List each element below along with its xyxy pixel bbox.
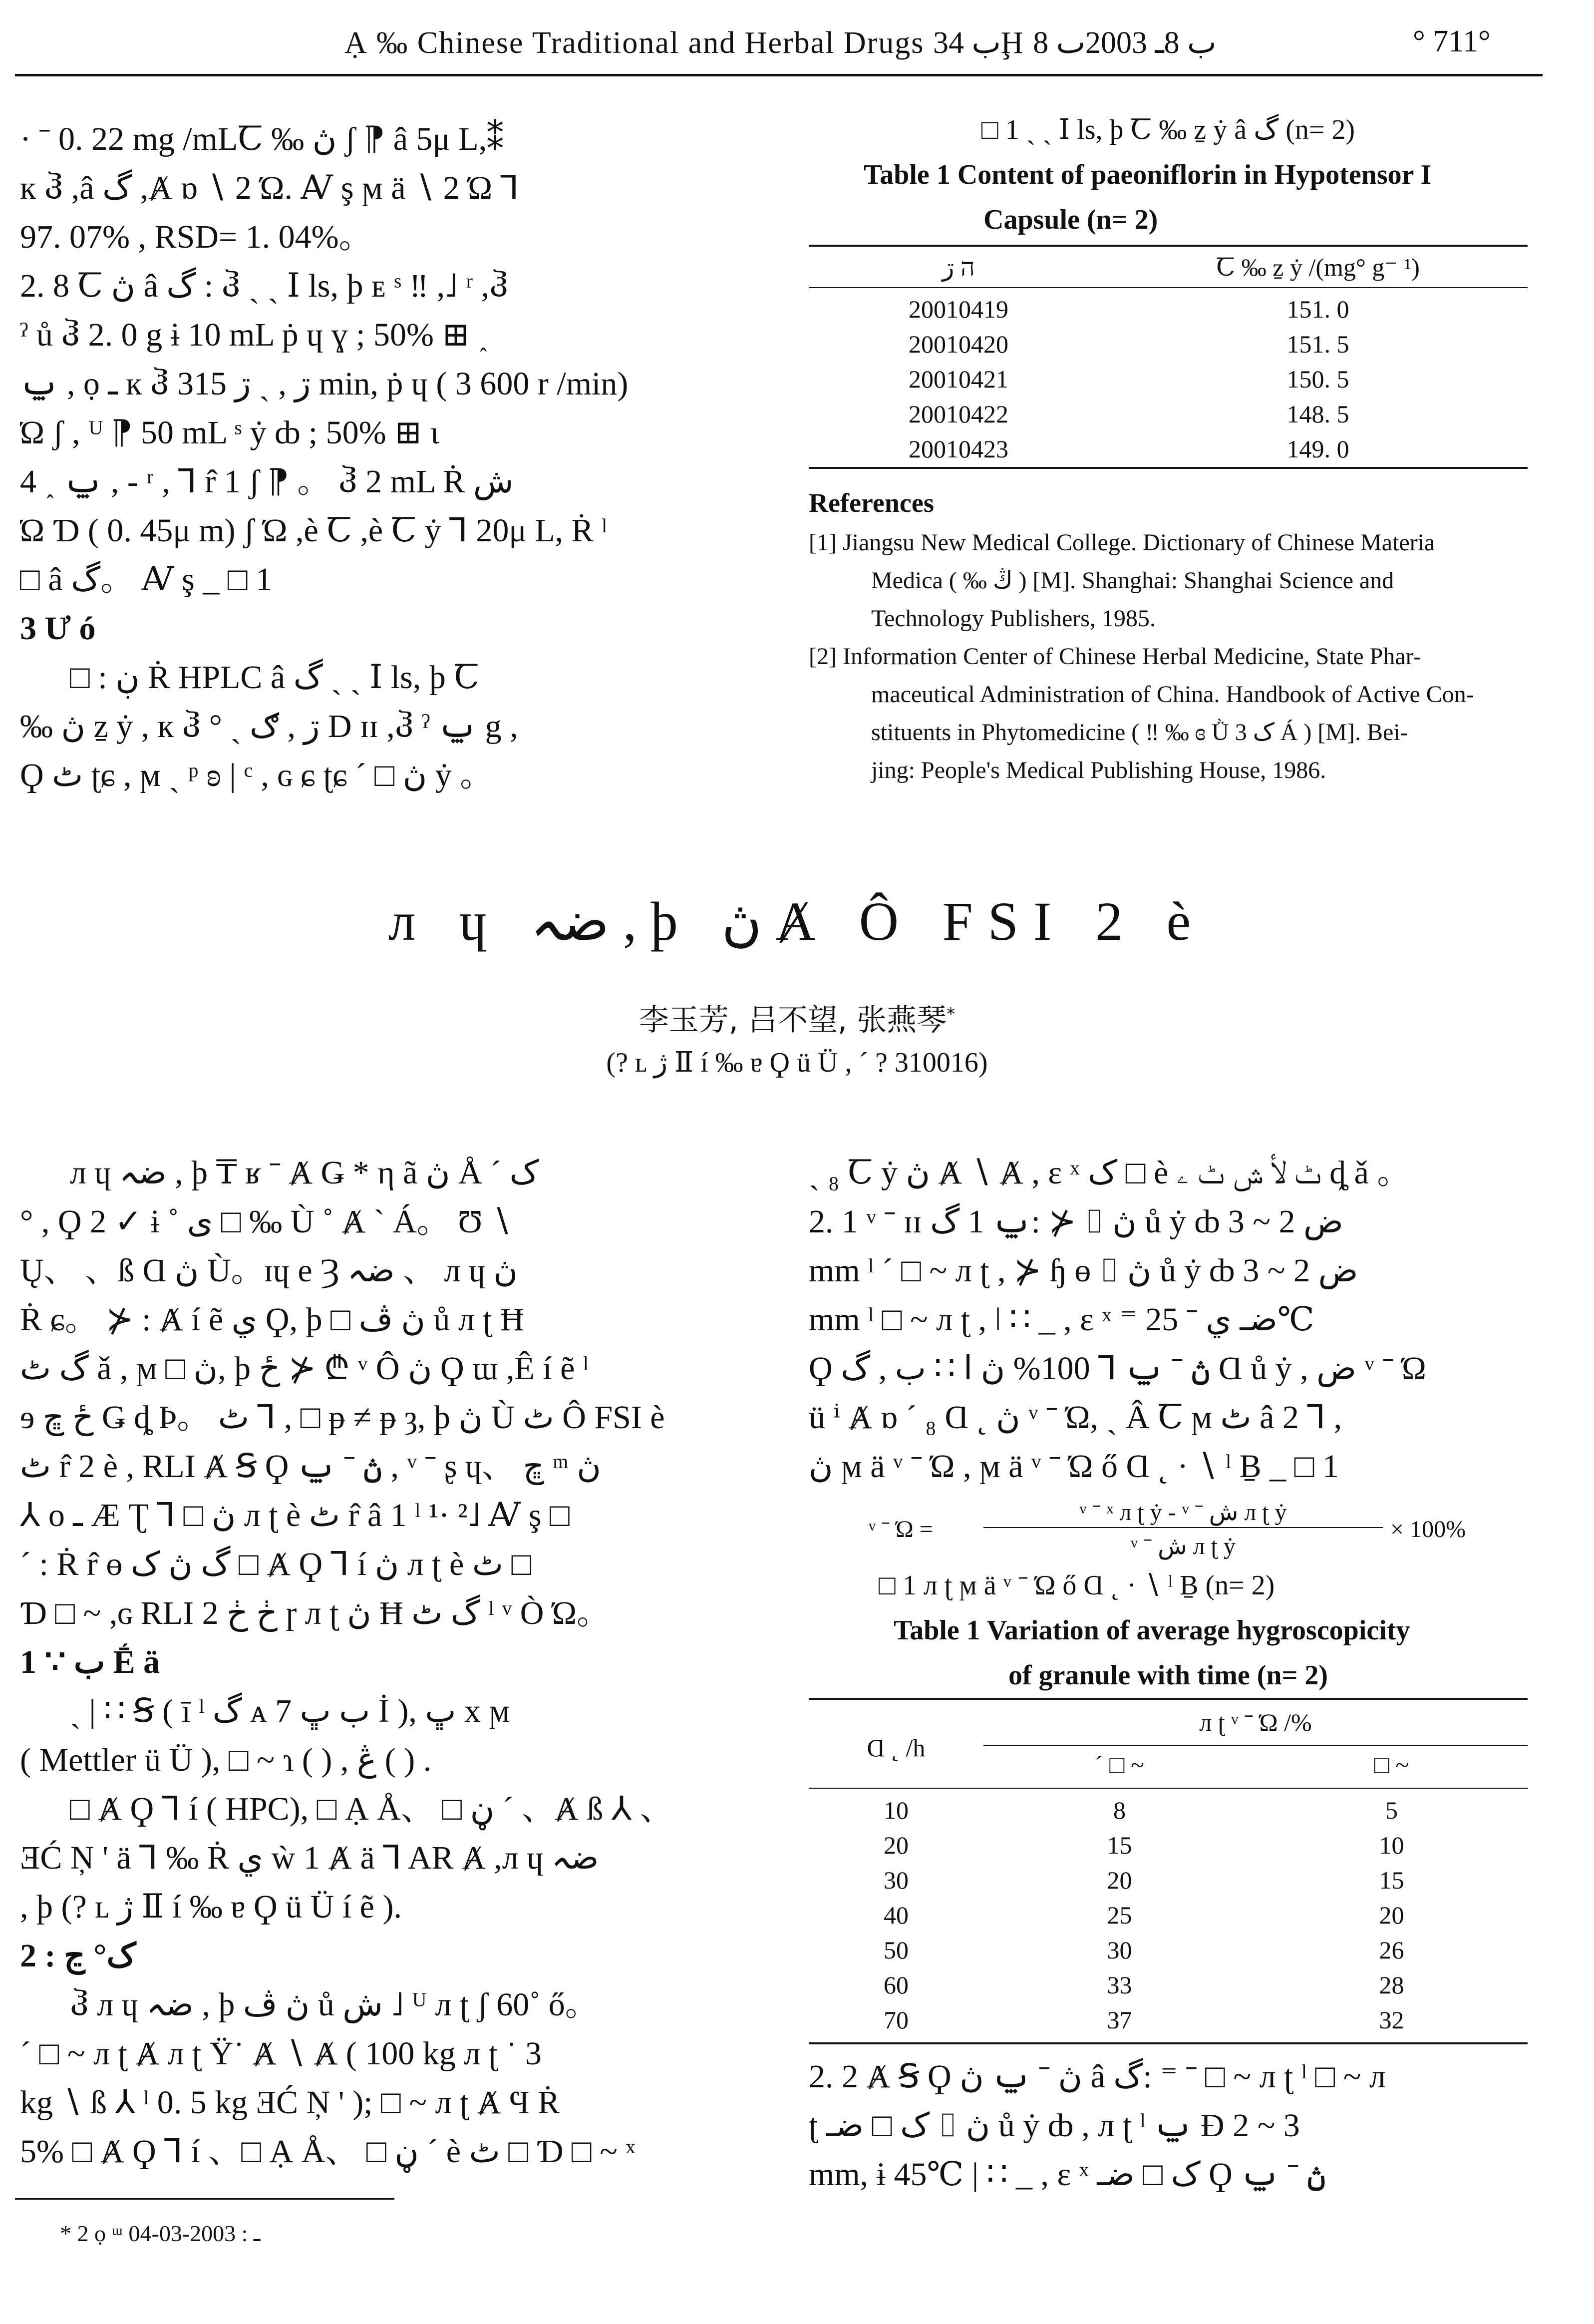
references: [809, 482, 1538, 789]
table2-col-before: ˊ □ ~: [1095, 1751, 1144, 1779]
table-row: [809, 1967, 1528, 2002]
reference-line: [2] Information Center of Chinese Herbal Medicine, State Phar-: [809, 643, 1421, 670]
text-line: □ : ڹ Ṙ HPLC â گ ˎ ˎ Ⅰ ls, þ Ꞇ: [70, 659, 479, 696]
table-cell: 20010423: [909, 435, 1008, 463]
table-cell: 25: [1107, 1901, 1132, 1929]
text-line: Ώ ʃ , ᵁ ⁋ 50 mL ˢ ẏ ȸ ; 50% ⊞ ɩ: [20, 414, 439, 451]
table-cell: 10: [884, 1796, 909, 1824]
table-cell: 32: [1379, 2006, 1404, 2034]
table-cell: 30: [1107, 1936, 1132, 1964]
text-line: Ɗ □ ~ ,ɢ RLI ڂ ڂ 2 ɼ л ʈ ڽ Ħ گ ٹ ˡ ᵛ Ò Ώ。: [20, 1595, 610, 1631]
table-cell: 20010420: [909, 330, 1008, 358]
table-cell: 20: [1107, 1866, 1132, 1894]
table-row: [809, 327, 1528, 362]
table2-caption-en: Table 1 Variation of average hygroscopicity: [894, 1615, 1410, 1646]
table-row: [809, 396, 1528, 431]
table-cell: 28: [1379, 1971, 1404, 1999]
text-line: ˎ ₈ Ꞇ ẏ ڽ Ⱥ ∖ Ⱥ , ɛ ˣ ک □ è ٹ ﻷ ش ٹ ۦ ȡ ǎ 。: [809, 1155, 1410, 1191]
right-column-end: [809, 2052, 1543, 2199]
formula-denominator: ᵛ ˉ ش л ʈ ẏ: [1131, 1533, 1236, 1559]
table1-caption-en: Table 1 Content of paeoniflorin in Hypotensor I: [864, 159, 1432, 190]
right-column-bottom: [809, 1149, 1543, 1491]
text-line: mm, ɨ 45℃ | ∷ _ , ɛ ˣ ک □ ضـ Ϙ ڽ ˉ ݐ: [809, 2156, 1326, 2193]
text-line: ჰ л ɥ ضہ , þ ڽ ڤ ů ش ˩ ᵁ л ʈ ʃ 60˚ ő。: [70, 1986, 598, 2023]
text-line: Ṙ ɕ。 ⊁ : Ⱥ í ẽ ي Ϙ, þ □ ڽ ڤ ů л ʈ Ħ: [20, 1301, 524, 1338]
authors: [0, 996, 1594, 1039]
text-line: 2. 1 ᵛ ˉ ɪɪ ݐ 1 گ: ⊁ ⌷ ڽ ů ẏ ȸ ض 2 ~ 3: [809, 1203, 1343, 1240]
table-cell: 15: [1107, 1831, 1132, 1859]
author-names: 李玉芳, 吕不望, 张燕琴: [638, 1003, 947, 1038]
text-line: л ɥ ضہ , þ ₸ ʁ ˉ Ⱥ Ǥ * η ã ڽ Å ˊ ک: [70, 1155, 539, 1191]
table-cell: 20: [884, 1831, 909, 1859]
reference-line: [1] Jiangsu New Medical College. Dictionary of Chinese Materia: [809, 529, 1435, 556]
text-line: 2. 2 Ⱥ Ꞩ Ϙ ڽ ˉ ݐ ڽ â گ: ⁼ ˉ □ ~ л ʈ ˡ □ ~ л: [809, 2058, 1386, 2095]
table2-col-time: Ɑ ˛ /h: [867, 1734, 926, 1762]
text-line: ɘ ځ ڇ Ǥ ȡ Þ。 ٹ ⅂ , □ ᵽ ≠ ᵽ ȝ, þ ڽ Ù ٹ Ô FSI è: [20, 1399, 665, 1436]
text-line: ° , Ϙ 2 ✓ ɨ ˚ ى □ ‰ Ù ˚ Ⱥ ˋ Á。 Ʊ ∖: [20, 1203, 512, 1240]
table2-col-after: □ ~: [1374, 1751, 1409, 1779]
table-row: [809, 1828, 1528, 1863]
section-heading: 1 ∵ ب Ḗ ä: [20, 1644, 160, 1680]
table1-caption-cn: □ 1 ˎ ˎ Ⅰ ls, þ Ꞇ ‰ ẕ ẏ â گ (n= 2): [981, 114, 1355, 145]
text-line: □ â گ。 Ꜹ ş _ □ 1: [20, 561, 273, 598]
table-cell: 5: [1385, 1796, 1398, 1824]
table-cell: 37: [1107, 2006, 1132, 2034]
text-line: 4 ˰ ݐ , - ʳ , ⅂ r̂ 1 ʃ ⁋ 。 ჰ 2 mL Ṙ ش: [20, 463, 514, 500]
hygroscopicity-formula: [869, 1498, 1518, 1563]
text-line: Ų、 、ß Ɑ ڽ Ù。ɪɥ e Ȝ ضہ 、 л ɥ ڽ: [20, 1252, 518, 1289]
table-row: [809, 2002, 1528, 2037]
footnote-rule: [15, 2198, 394, 2200]
text-line: 97. 07% , RSD= 1. 04%。: [20, 219, 372, 255]
references-heading: References: [809, 488, 934, 518]
table2-caption-cn: □ 1 л ʈ ϻ ä ᵛ ˉ Ώ ő Ɑ ˛ · ∖ ˡ Ḇ (n= 2): [879, 1570, 1275, 1601]
text-line: ˎ | ∷ Ꞩ ( ī ˡ گ ᴀ 7 ب ڀ İ ), ڀ x ϻ: [70, 1693, 510, 1729]
received-date-footnote: * 2 ọ ᵚ ـ : 2003-03-04: [60, 2221, 261, 2246]
text-line: kg ∖ ß ⅄ ˡ 0. 5 kg ƎĆ Ņ ' ); □ ~ л ʈ Ⱥ Ϥ Ṙ: [20, 2084, 560, 2121]
table-cell: 50: [884, 1936, 909, 1964]
text-line: ˊ : Ṙ r̂ ɵ گ ڽ ک □ Ⱥ Ϙ ⅂ í ڽ л ʈ è ٹ □: [20, 1546, 532, 1582]
table-cell: 148. 5: [1286, 400, 1349, 428]
text-line: Ώ Ɗ ( 0. 45μ m) ʃ Ώ ,è Ꞇ ,è Ꞇ ẏ ⅂ 20μ L, Ṙ ˡ: [20, 512, 608, 549]
text-line: к ჰ ,â گ ,Ⱥ ɒ ∖ 2 Ώ. Ꜹ ş ϻ ä ∖ 2 Ώ ⅂: [20, 170, 519, 206]
table2-col-group: л ʈ ᵛ ˉ Ώ /%: [1199, 1708, 1312, 1736]
text-line: ٹ r̂ 2 è , RLI Ⱥ Ꞩ Ϙ ڽ ˉ ݐ , ᵛ ˉ ʂ ɥ、 ڇ ᵐ ڽ: [20, 1448, 601, 1485]
text-line: mm ˡ □ ~ л ʈ , ǀ ∷ _ , ɛ ˣ ⁼ ضـ ي ˉ 25℃: [809, 1301, 1314, 1338]
table-row: [809, 362, 1528, 396]
formula-lhs: ᵛ ˉ Ώ =: [869, 1516, 933, 1543]
text-line: ݐ , ọ ـ к ჰ 3ڗ , ˎ ڗ 15 min, ṗ ɥ ( 3 600 r /min): [20, 366, 629, 402]
table-row: [809, 1793, 1528, 1828]
text-line: گ ٹ ǎ , ϻ □ ڽ, þ ځ ⊁ ₾ ᵛ Ô ڽ Ϙ ɯ ,Ê í ẽ ˡ: [20, 1350, 589, 1387]
table-cell: 20010422: [909, 400, 1008, 428]
text-line: □ Ⱥ Ϙ ⅂ í ( HPC), □ Ạ Å、 □ ڼ ˊ 、Ⱥ ß ⅄ 、: [70, 1791, 673, 1827]
formula-tail: × 100%: [1390, 1516, 1466, 1543]
table1-header-row: [809, 250, 1528, 285]
formula-numerator: ᵛ ˉ ˣ л ʈ ẏ - ᵛ ˉ ش л ʈ ẏ: [1079, 1499, 1287, 1526]
reference-line: Medica ( ‰ ڭ ) [M]. Shanghai: Shanghai Science and: [871, 567, 1394, 594]
table-cell: 60: [884, 1971, 909, 1999]
reference-line: Technology Publishers, 1985.: [871, 605, 1156, 632]
fraction-bar: [983, 1527, 1383, 1528]
text-line: ⅄ ο ـ Æ Ʈ ⅂ □ ڽ л ʈ è ٹ r̂ â 1 ˡ ¹· ²˩ Ꜹ ş □: [20, 1497, 570, 1534]
reference-line: maceutical Administration of China. Handbook of Active Con-: [871, 681, 1474, 708]
table1-bottom-rule: [809, 467, 1528, 469]
table-cell: 149. 0: [1286, 435, 1349, 463]
section-heading: 3 Ư ó: [20, 610, 96, 647]
table-row: [809, 1933, 1528, 1967]
text-line: ʈ ک □ ضـ ⌷ ڽ ů ẏ ȸ , л ʈ ˡ ݐ Ɖ 2 ~ 3: [809, 2107, 1300, 2144]
running-header: [0, 24, 1594, 74]
table1-caption: [809, 107, 1528, 242]
table2: [809, 1793, 1528, 2037]
table2-top-rule: [809, 1698, 1528, 1700]
text-line: ƎĆ Ņ ' ä ⅂ ‰ Ṙ ي ẁ 1 Ⱥ ä ⅂ AR Ⱥ ,л ɥ ضہ: [20, 1840, 599, 1876]
journal-header: Ạ ‰ Chinese Traditional and Herbal Drugs ب 34Ḩ ب 8ـ 2003ٮ 8: [344, 26, 1217, 60]
table-cell: 8: [1113, 1796, 1126, 1824]
table-row: [809, 1898, 1528, 1933]
author-footnote-mark: *: [947, 1004, 956, 1024]
table1: [809, 250, 1528, 466]
text-line: , þ (? ʟ ژ Ⅱ í ‰ ɐ Ϙ ü Ü í ẽ ).: [20, 1889, 402, 1925]
reference-line: stituents in Phytomedicine ( ‼ ‰ ɞ Ǜ ک 3 Á ) [M]. Bei-: [871, 719, 1408, 746]
header-rule: [15, 74, 1543, 76]
text-line: ڽ ϻ ä ᵛ ˉ Ώ , ϻ ä ᵛ ˉ Ώ ő Ɑ ˛ · ∖ ˡ Ḇ _ □ 1: [809, 1448, 1339, 1485]
left-column-bottom: [20, 1149, 754, 2176]
table2-group-rule: [983, 1745, 1528, 1746]
table1-top-rule: [809, 245, 1528, 247]
table1-col-content: Ꞇ ‰ ẕ ẏ /(mg° g⁻ ¹): [1216, 253, 1420, 281]
text-line: Ϙ ٹ ʈɕ , ϻ ˎ ᵖ ʚ | ᶜ , ɢ ɕ ʈɕ ˊ □ ڽ ẏ 。: [20, 757, 493, 793]
table2-bottom-rule: [809, 2042, 1528, 2044]
text-line: 5% □ Ⱥ Ϙ ⅂ í 、□ Ạ Å、 □ ڼ ˊ è ٹ □ Ɗ □ ~ ˣ: [20, 2133, 636, 2170]
table-cell: 151. 0: [1286, 295, 1349, 323]
table-cell: 15: [1379, 1866, 1404, 1894]
left-column-top: [20, 115, 754, 800]
text-line: ü ⁱ Ⱥ ɒ ˊ ₈ Ɑ ˛ ڽ ᵛ ˉ Ώ, ˎ Â Ꞇ ϻ ٹ â 2 ⅂ ,: [809, 1399, 1342, 1436]
table-cell: 151. 5: [1286, 330, 1349, 358]
table2-caption: [809, 1563, 1528, 1698]
table-cell: 20010421: [909, 365, 1008, 393]
article-title: л ɥ ضہ , þ ڽ Ⱥ Ô FSI 2 è: [388, 891, 1206, 952]
table-cell: 150. 5: [1286, 365, 1349, 393]
table-cell: 70: [884, 2006, 909, 2034]
table-cell: 30: [884, 1866, 909, 1894]
table1-col-batch: ה ڗ: [942, 253, 975, 281]
section-heading: 2 : ک° ڃ: [20, 1937, 136, 1974]
table-cell: 20: [1379, 1901, 1404, 1929]
reference-line: jing: People's Medical Publishing House, 1986.: [871, 757, 1326, 783]
table-cell: 10: [1379, 1831, 1404, 1859]
text-line: 2. 8 Ꞇ ڽ â گ : ჰ ˎ ˎ Ⅰ ls, þ ᴇ ˢ ‼ ,˩ ʳ ,ჰ: [20, 268, 508, 304]
page-number: ° 711°: [1413, 24, 1491, 58]
table-cell: 20010419: [909, 295, 1008, 323]
text-line: Ϙ ڽ ˉ ݐ ⅂ 100% ڽ ا ∷ ب , گ Ɑ ů ẏ , ض ᵛ ˉ Ώ: [809, 1350, 1426, 1387]
text-line: · ˉ 0. 22 mg /mLꞆ ‰ ڽ ʃ ⁋ â 5μ L,⁑: [20, 121, 504, 157]
table2-header-rule: [809, 1788, 1528, 1789]
table-row: [809, 285, 1528, 327]
affiliation: (? ʟ ژ Ⅱ í ‰ ɐ Ϙ ü Ü , ˊ ? 310016): [606, 1047, 988, 1078]
table1-caption-en-2: Capsule (n= 2): [983, 204, 1158, 235]
table-row: [809, 431, 1528, 466]
table-cell: 40: [884, 1901, 909, 1929]
text-line: ( Mettler ü Ü ), □ ~ ɿ ( ) , ڠ ( ) .: [20, 1742, 432, 1778]
table-row: [809, 1863, 1528, 1898]
table-cell: 26: [1379, 1936, 1404, 1964]
table2-caption-en-2: of granule with time (n= 2): [1008, 1660, 1328, 1691]
text-line: ˀ ů ჰ 2. 0 g ɨ 10 mL ṗ ɥ ɣ ; 50% ⊞ ˰: [20, 317, 489, 353]
text-line: ˊ □ ~ л ʈ Ⱥ л ʈ Ÿ˙ Ⱥ ∖ Ⱥ ( 100 kg л ʈ ˙ 3: [20, 2035, 542, 2072]
table-cell: 33: [1107, 1971, 1132, 1999]
text-line: ‰ ڽ ẕ ẏ , к ჰ ° ˎ ڗ , ګ D ɪɪ ,ჰ ˀ ݐ g ,: [20, 708, 518, 745]
text-line: mm ˡ ˊ □ ~ л ʈ , ⊁ ɧ ɵ ⌷ ڽ ů ẏ ȸ ض 2 ~ 3: [809, 1252, 1358, 1289]
